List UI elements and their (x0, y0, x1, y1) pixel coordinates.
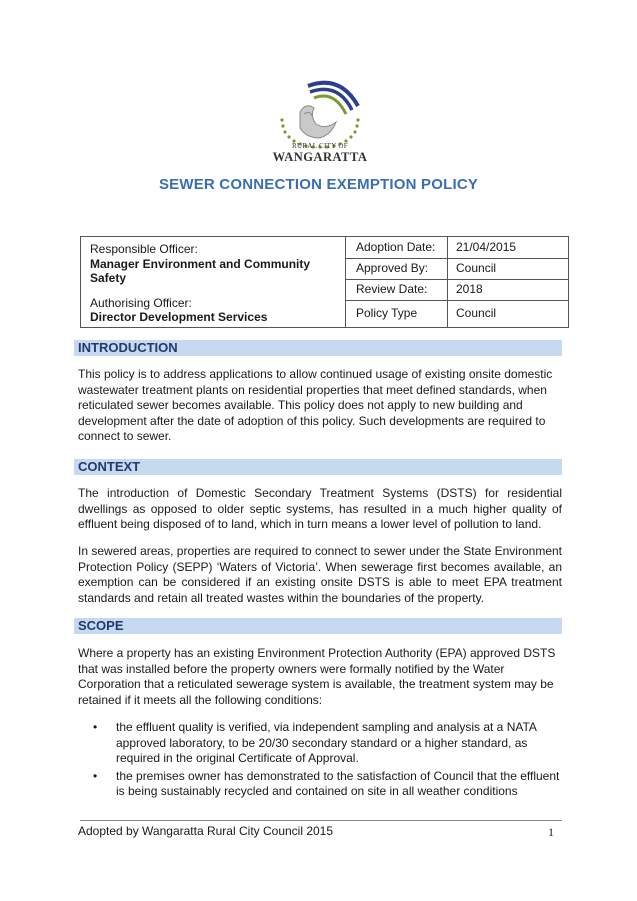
context-paragraph-1: The introduction of Domestic Secondary Treatment Systems (DSTS) for residential dwellings as opposed to older septic systems, has resulted in a much higher quality of effluent being disposed of to land, which in turn means a lower level of pollution to land. (78, 486, 562, 531)
list-item-text: the premises owner has demonstrated to the satisfaction of Council that the effluent is being sustainably recycled and contained on site in all weather conditions (116, 768, 560, 798)
list-item-text: the effluent quality is verified, via independent sampling and analysis at a NATA approved laboratory, to be 20/30 secondary standard or a higher standard, as required in the original Certificate of Approval. (116, 720, 537, 765)
list-item (78, 769, 562, 800)
document-title: SEWER CONNECTION EXEMPTION POLICY (158, 176, 479, 193)
table-row (346, 279, 568, 301)
officers-cell (81, 237, 346, 327)
responsible-officer-value: Manager Environment and Community Safety (90, 256, 311, 285)
list-item (78, 720, 562, 767)
table-row (346, 237, 568, 259)
row-value: 21/04/2015 (456, 240, 517, 254)
row-value: 2018 (456, 282, 483, 296)
logo-text-line2: WANGARATTA (272, 150, 368, 164)
row-label: Policy Type (346, 300, 448, 327)
policy-details (346, 237, 568, 327)
context-heading: CONTEXT (74, 459, 562, 475)
table-row (346, 258, 568, 280)
authorising-officer-label: Authorising Officer: (90, 295, 192, 310)
row-value: Council (456, 261, 497, 275)
context-paragraph-2: In sewered areas, properties are required to connect to sewer under the State Environment Protection Policy (SEPP) ‘Waters of Victoria’. When sewerage first becomes available, an exemption can be considered if an existing onsite DSTS is able to meet EPA treatment standards and retain all treated wastes within the boundaries of the property. (78, 544, 562, 605)
scope-heading: SCOPE (74, 618, 562, 634)
introduction-heading: INTRODUCTION (74, 340, 562, 356)
scope-text: Where a property has an existing Environment Protection Authority (EPA) approved DSTS that was installed before the property owners were formally notified by the Water Corporation that a reticulated sewerage system is available, the treatment system may be retained if it meets all the following conditions: (78, 646, 556, 707)
footer-text: Adopted by Wangaratta Rural City Council 2015 (78, 824, 334, 838)
row-label: Adoption Date: (346, 237, 448, 258)
conditions-list (78, 720, 562, 802)
bullet-icon: • (93, 720, 98, 734)
introduction-text: This policy is to address applications to allow continued usage of existing onsite domestic wastewater treatment plants on residential properties that meet defined standards, when reticulated sewer becomes available. This policy does not apply to new building and development after the date of adoption of this policy. Such developments are required to connect to sewer. (78, 367, 553, 443)
row-label: Review Date: (346, 279, 448, 300)
table-row (346, 300, 568, 327)
row-label: Approved By: (346, 258, 448, 279)
footer-divider (80, 820, 562, 821)
page-number: 1 (548, 825, 554, 839)
bullet-icon: • (93, 768, 98, 783)
policy-info-table (80, 236, 569, 328)
row-value: Council (456, 306, 497, 320)
responsible-officer-label: Responsible Officer: (90, 242, 198, 256)
authorising-officer-value: Director Development Services (90, 310, 268, 324)
logo-text-line1: RURAL CITY OF (292, 142, 348, 150)
